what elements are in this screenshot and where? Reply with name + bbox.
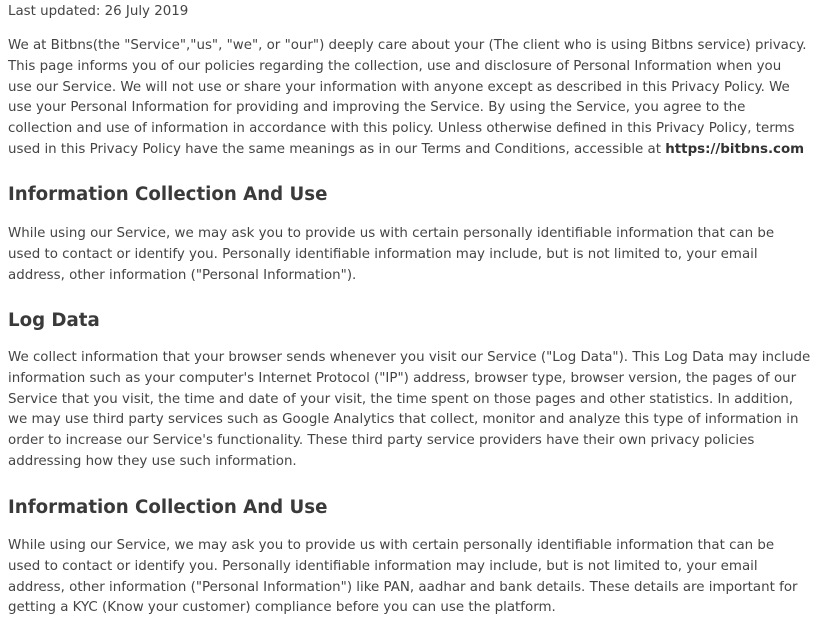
section-heading-information-collection: Information Collection And Use bbox=[8, 184, 328, 205]
paragraph-line: information such as your computer's Internet Protocol ("IP") address, browser type, browser version, the pages of our bbox=[8, 370, 797, 386]
intro-line: collection and use of information in accordance with this policy. Unless otherwise defined in this Privacy Policy, terms bbox=[8, 121, 795, 137]
paragraph-line: getting a KYC (Know your customer) compliance before you can use the platform. bbox=[8, 600, 556, 616]
intro-last-line-text: used in this Privacy Policy have the same meanings as in our Terms and Conditions, accessible at bbox=[8, 141, 666, 157]
paragraph-line: we may use third party services such as Google Analytics that collect, monitor and analyze this type of information in bbox=[8, 412, 799, 428]
intro-paragraph bbox=[8, 36, 808, 161]
paragraph-line: addressing how they use such information. bbox=[8, 453, 297, 469]
log-data-paragraph bbox=[8, 348, 811, 473]
paragraph-line: order to increase our Service's functionality. These third party service providers have their own privacy policies bbox=[8, 433, 755, 449]
intro-line bbox=[8, 140, 808, 161]
paragraph-line: used to contact or identify you. Personally identifiable information may include, but is not limited to, your email bbox=[8, 558, 758, 574]
intro-line: We at Bitbns(the "Service","us", "we", or "our") deeply care about your (The client who is using Bitbns service) privacy. bbox=[8, 38, 807, 53]
paragraph-line: address, other information ("Personal Information"). bbox=[8, 267, 357, 283]
information-collection-paragraph-2 bbox=[8, 536, 808, 619]
paragraph-line: address, other information ("Personal Information") like PAN, aadhar and bank details. These details are important for bbox=[8, 579, 798, 595]
bitbns-link[interactable]: https://bitbns.com bbox=[665, 141, 805, 157]
paragraph-line: Service that you visit, the time and date of your visit, the time spent on those pages and other statistics. In addition, bbox=[8, 391, 794, 407]
intro-line: use our Service. We will not use or share your information with anyone except as described in this Privacy Policy. We bbox=[8, 79, 790, 95]
section-heading-log-data: Log Data bbox=[8, 310, 100, 331]
section-heading-information-collection-2: Information Collection And Use bbox=[8, 497, 328, 518]
information-collection-paragraph bbox=[8, 224, 808, 286]
paragraph-line: used to contact or identify you. Personally identifiable information may include, but is not limited to, your email bbox=[8, 246, 758, 262]
last-updated-date: Last updated: 26 July 2019 bbox=[8, 4, 189, 19]
intro-line: This page informs you of our policies regarding the collection, use and disclosure of Personal Information when you bbox=[8, 58, 782, 74]
paragraph-line: We collect information that your browser sends whenever you visit our Service ("Log Data"). This Log Data may include bbox=[8, 350, 811, 365]
paragraph-line: While using our Service, we may ask you to provide us with certain personally identifiable information that can be bbox=[8, 226, 775, 241]
paragraph-line: While using our Service, we may ask you to provide us with certain personally identifiable information that can be bbox=[8, 538, 775, 553]
intro-line: use your Personal Information for providing and improving the Service. By using the Service, you agree to the bbox=[8, 100, 746, 116]
